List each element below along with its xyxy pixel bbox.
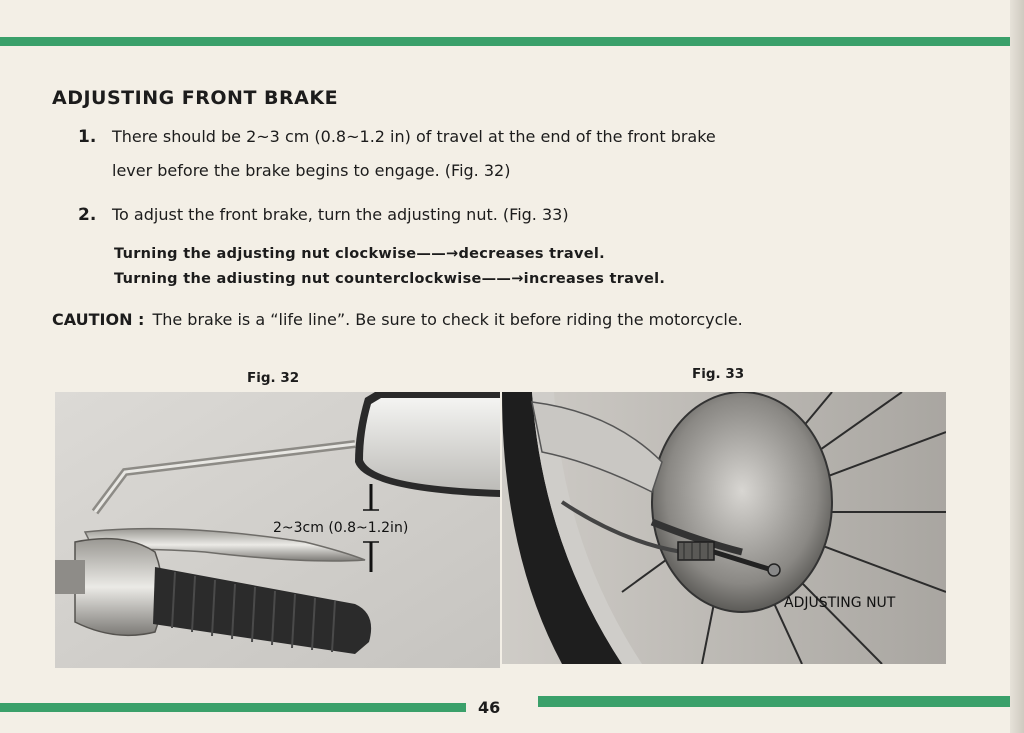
bottom-left-green-rule [0,703,466,712]
adjusting-nut-label: ADJUSTING NUT [784,595,896,611]
caution-text: The brake is a “life line”. Be sure to check it before riding the motorcycle. [152,310,743,329]
section-title: ADJUSTING FRONT BRAKE [52,87,339,109]
step-2-text: To adjust the front brake, turn the adjusting nut. (Fig. 33) [112,205,569,224]
top-green-rule [0,37,1010,46]
page-edge-shadow [1010,0,1024,733]
step-1-number: 1. [78,127,97,147]
step-1-line-2: lever before the brake begins to engage. (Fig. 32) [112,161,511,180]
travel-measure-label: 2~3cm (0.8~1.2in) [273,520,409,536]
wheel-hub-illustration [502,392,946,664]
step-1-line-1: There should be 2~3 cm (0.8~1.2 in) of travel at the end of the front brake [112,127,716,146]
page-number: 46 [478,698,501,717]
fig-33-caption: Fig. 33 [692,366,745,382]
fig-32-caption: Fig. 32 [247,370,300,386]
caution-label: CAUTION : [52,310,145,329]
caution-note [52,310,952,329]
fig-32-brake-lever-photo [55,392,500,668]
step-1-text [112,120,716,188]
fig-33-wheel-hub-photo [502,392,946,664]
step-2-number: 2. [78,205,97,225]
counterclockwise-rule: Turning the adiusting nut counterclockwise——→increases travel. [114,271,666,287]
bottom-right-green-rule [538,696,1010,707]
clockwise-rule: Turning the adjusting nut clockwise——→decreases travel. [114,246,605,262]
